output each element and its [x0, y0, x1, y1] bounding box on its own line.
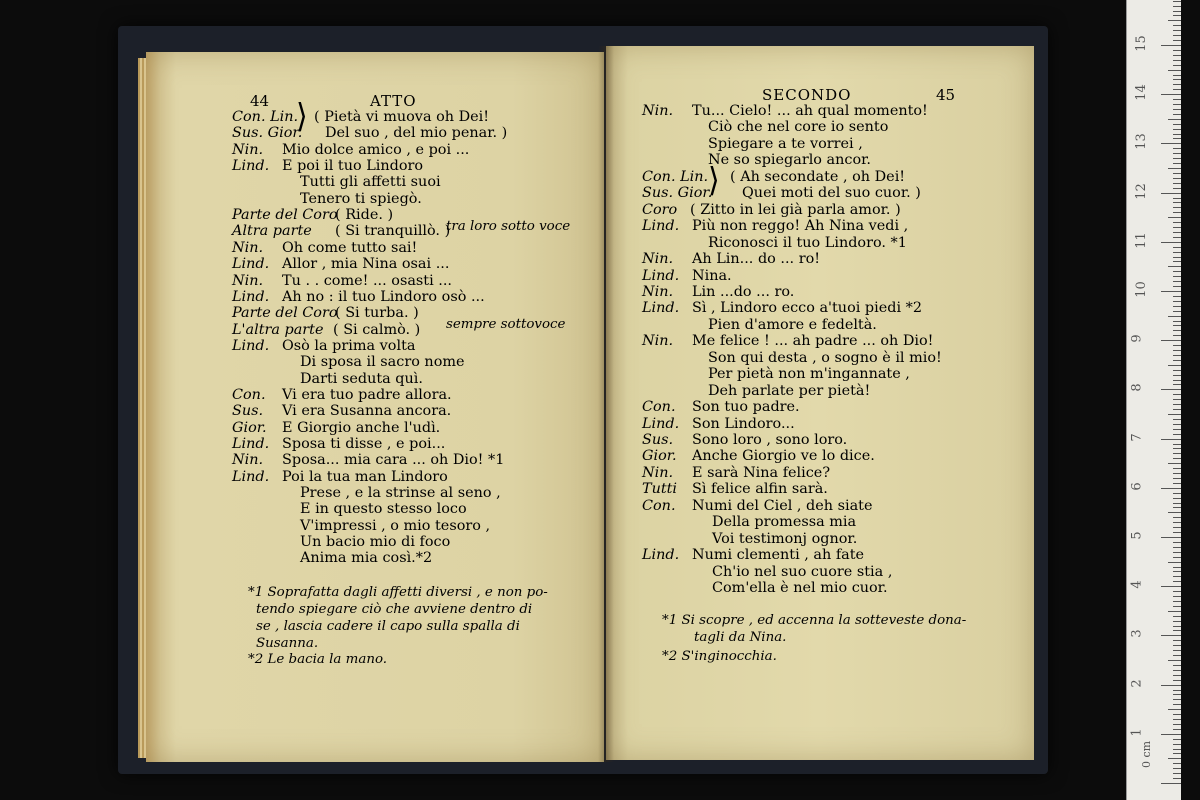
ruler-number-label: 1 — [1129, 728, 1145, 737]
ruler-tick — [1173, 109, 1181, 110]
ruler-number-label: 15 — [1133, 35, 1149, 52]
verse-line: Di sposa il sacro nome — [300, 354, 465, 371]
ruler-number — [1127, 482, 1181, 491]
ruler-tick — [1173, 11, 1181, 12]
verse-line: E in questo stesso loco — [300, 501, 467, 518]
verse-line: Son qui desta , o sogno è il mio! — [708, 349, 942, 366]
ruler-tick — [1173, 311, 1181, 312]
ruler-tick — [1173, 532, 1181, 533]
ruler-tick — [1173, 483, 1181, 484]
speaker-label: Nin. — [232, 272, 264, 289]
footnote: *2 S'inginocchia. — [662, 649, 777, 664]
ruler-tick — [1173, 79, 1181, 80]
speaker-label: L'altra parte — [232, 321, 324, 338]
ruler-tick — [1173, 453, 1181, 454]
verse-line: Sì , Lindoro ecco a'tuoi piedi *2 — [692, 300, 922, 317]
speaker-label: Con. Lin. — [642, 168, 709, 185]
ruler-tick — [1173, 394, 1181, 395]
verse-line: Com'ella è nel mio cuor. — [712, 580, 888, 597]
speaker-label: Gior. — [642, 448, 677, 465]
ruler-tick — [1173, 129, 1181, 130]
verse-line: Oh come tutto sai! — [282, 239, 418, 256]
ruler-tick — [1173, 749, 1181, 750]
ruler-tick — [1168, 463, 1181, 464]
ruler-tick — [1168, 611, 1181, 612]
verse-line: Quei moti del suo cuor. ) — [742, 185, 921, 202]
speaker-label: Sus. — [232, 403, 264, 420]
verse-line: ( Zitto in lei già parla amor. ) — [690, 201, 901, 218]
ruler-tick — [1173, 626, 1181, 627]
ruler-number — [1127, 383, 1181, 393]
ruler-tick — [1173, 330, 1181, 331]
ruler-tick — [1173, 419, 1181, 420]
speaker-label: Lind. — [232, 337, 270, 354]
ruler-tick — [1173, 55, 1181, 56]
ruler-tick — [1173, 198, 1181, 199]
speaker-label: Lind. — [642, 547, 680, 564]
ruler-tick — [1173, 542, 1181, 543]
ruler-tick — [1173, 591, 1181, 592]
ruler-tick — [1173, 690, 1181, 691]
ruler-tick — [1173, 335, 1181, 336]
ruler-tick — [1168, 217, 1181, 218]
brace-symbol: ⟩ — [296, 97, 308, 136]
side-note: tra loro sotto voce — [446, 219, 571, 234]
ruler-tick — [1173, 25, 1181, 26]
verse-line: Tu . . come! ... osasti ... — [282, 272, 452, 289]
ruler-tick — [1173, 84, 1181, 85]
ruler-number — [1127, 281, 1181, 298]
verse-line: Darti seduta quì. — [300, 370, 423, 387]
right-page-header: SECONDO — [762, 86, 852, 104]
ruler-tick — [1173, 321, 1181, 322]
ruler-tick — [1173, 350, 1181, 351]
ruler-tick — [1173, 276, 1181, 277]
verse-line: Lin ...do ... ro. — [692, 283, 795, 300]
ruler-tick — [1173, 739, 1181, 740]
ruler-number — [1127, 580, 1181, 589]
verse-line: Numi del Ciel , deh siate — [692, 497, 873, 514]
verse-line: Pien d'amore e fedeltà. — [708, 316, 877, 333]
ruler-tick — [1173, 104, 1181, 105]
ruler-tick — [1173, 306, 1181, 307]
verse-line: Un bacio mio di foco — [300, 534, 451, 551]
ruler-tick — [1173, 473, 1181, 474]
footnote: se , lascia cadere il capo sulla spalla di — [256, 619, 520, 634]
speaker-label: Nin. — [642, 464, 674, 481]
ruler-tick — [1173, 744, 1181, 745]
speaker-label: Coro — [642, 201, 678, 218]
ruler-tick — [1173, 301, 1181, 302]
ruler-number-label: 6 — [1129, 482, 1145, 491]
verse-line: Tu... Cielo! ... ah qual momento! — [692, 103, 928, 119]
ruler-tick — [1173, 247, 1181, 248]
ruler-tick — [1173, 163, 1181, 164]
ruler-tick — [1173, 503, 1181, 504]
right-page-number: 45 — [936, 86, 956, 104]
verse-line: ( Si calmò. ) — [333, 321, 421, 338]
ruler-tick — [1173, 557, 1181, 558]
ruler-unit: 0 cm — [1140, 740, 1154, 769]
ruler-number-label: 9 — [1129, 334, 1145, 343]
ruler-tick — [1173, 567, 1181, 568]
book-gutter — [598, 46, 614, 762]
ruler-tick — [1173, 15, 1181, 16]
verse-line: Tenero ti spiegò. — [300, 190, 422, 207]
speaker-label: Parte del Coro — [232, 207, 338, 224]
speaker-label: Con. Lin. — [232, 109, 299, 125]
ruler-tick — [1173, 178, 1181, 179]
footnote: *1 Soprafatta dagli affetti diversi , e non po- — [248, 585, 548, 600]
ruler-tick — [1173, 645, 1181, 646]
ruler-tick — [1168, 316, 1181, 317]
ruler-tick — [1173, 271, 1181, 272]
ruler-tick — [1173, 89, 1181, 90]
ruler-tick — [1173, 522, 1181, 523]
ruler-tick — [1173, 134, 1181, 135]
ruler-tick — [1173, 606, 1181, 607]
verse-line: Sono loro , sono loro. — [692, 432, 848, 448]
ruler-number — [1127, 35, 1181, 52]
ruler-tick — [1173, 345, 1181, 346]
ruler-tick — [1173, 527, 1181, 528]
verse-line: ( Si turba. ) — [335, 305, 419, 322]
ruler-tick — [1173, 75, 1181, 76]
ruler-tick — [1173, 630, 1181, 631]
verse-line: E sarà Nina felice? — [692, 464, 831, 481]
verse-line: E Giorgio anche l'udì. — [282, 419, 441, 436]
ruler-tick — [1173, 719, 1181, 720]
speaker-label: Nin. — [642, 283, 674, 300]
ruler-tick — [1173, 232, 1181, 233]
ruler-tick — [1173, 444, 1181, 445]
verse-line: Ne so spiegarlo ancor. — [708, 152, 871, 169]
speaker-label: Nin. — [642, 333, 674, 350]
ruler-tick — [1173, 704, 1181, 705]
ruler-number — [1127, 232, 1181, 249]
verse-line: ( Pietà vi muova oh Dei! — [314, 109, 490, 125]
ruler-tick — [1168, 709, 1181, 710]
speaker-label: Sus. Gior. — [642, 185, 713, 202]
ruler-tick — [1173, 257, 1181, 258]
ruler-tick — [1173, 355, 1181, 356]
ruler-tick — [1173, 35, 1181, 36]
speaker-label: Lind. — [232, 158, 270, 175]
footnote: tagli da Nina. — [694, 630, 787, 645]
ruler-tick — [1173, 380, 1181, 381]
speaker-label: Lind. — [232, 256, 270, 273]
ruler-tick — [1173, 650, 1181, 651]
verse-line: Son tuo padre. — [692, 399, 800, 416]
verse-line: Osò la prima volta — [282, 337, 416, 354]
ruler-number-label: 3 — [1129, 629, 1145, 639]
ruler-tick — [1173, 493, 1181, 494]
ruler-tick — [1173, 252, 1181, 253]
ruler-tick — [1173, 296, 1181, 297]
ruler-tick — [1173, 360, 1181, 361]
ruler-tick — [1173, 670, 1181, 671]
ruler-tick — [1173, 448, 1181, 449]
verse-line: E poi il tuo Lindoro — [282, 158, 424, 175]
ruler-tick — [1173, 552, 1181, 553]
left-page-number: 44 — [250, 92, 270, 110]
ruler-tick — [1173, 478, 1181, 479]
ruler-tick — [1173, 581, 1181, 582]
ruler-tick — [1173, 212, 1181, 213]
verse-line: Ah no : il tuo Lindoro osò ... — [282, 288, 485, 305]
measuring-ruler — [1126, 0, 1181, 800]
footnote: Susanna. — [256, 636, 319, 651]
speaker-label: Lind. — [642, 267, 680, 284]
verse-line: Tutti gli affetti suoi — [300, 174, 441, 191]
speaker-label: Tutti — [642, 481, 678, 498]
ruler-tick — [1168, 414, 1181, 415]
ruler-number — [1127, 728, 1181, 737]
ruler-tick — [1173, 768, 1181, 769]
ruler-tick — [1173, 261, 1181, 262]
verse-line: Per pietà non m'ingannate , — [708, 366, 910, 383]
ruler-number — [1127, 629, 1181, 639]
ruler-tick — [1173, 375, 1181, 376]
footnote: *2 Le bacia la mano. — [248, 652, 388, 667]
ruler-number-label: 11 — [1133, 232, 1149, 249]
ruler-tick — [1173, 40, 1181, 41]
ruler-tick — [1173, 517, 1181, 518]
ruler-tick — [1173, 724, 1181, 725]
ruler-tick — [1173, 153, 1181, 154]
verse-line: ( Ride. ) — [335, 207, 394, 224]
ruler-tick — [1173, 124, 1181, 125]
ruler-tick — [1173, 694, 1181, 695]
ruler-tick — [1173, 30, 1181, 31]
verse-line: Vi era Susanna ancora. — [282, 403, 452, 420]
verse-line: Ciò che nel core io sento — [708, 119, 889, 136]
speaker-label: Con. — [642, 497, 676, 514]
ruler-tick — [1173, 99, 1181, 100]
ruler-tick — [1168, 660, 1181, 661]
ruler-tick — [1173, 183, 1181, 184]
verse-line: Sposa ti disse , e poi... — [282, 436, 446, 452]
ruler-tick — [1168, 562, 1181, 563]
ruler-tick — [1173, 601, 1181, 602]
speaker-label: Nin. — [642, 251, 674, 268]
ruler-tick — [1173, 778, 1181, 779]
ruler-tick — [1173, 753, 1181, 754]
ruler-number-label: 5 — [1129, 531, 1145, 540]
speaker-label: Gior. — [232, 419, 267, 436]
verse-line: Prese , e la strinse al seno , — [300, 485, 501, 502]
ruler-tick — [1173, 424, 1181, 425]
speaker-label: Nin. — [232, 239, 264, 256]
ruler-tick — [1173, 50, 1181, 51]
verse-line: ( Ah secondate , oh Dei! — [730, 168, 906, 185]
footnote: *1 Si scopre , ed accenna la sotteveste dona- — [662, 613, 967, 628]
speaker-label: Lind. — [232, 288, 270, 305]
ruler-tick — [1168, 512, 1181, 513]
verse-line: Della promessa mia — [712, 514, 857, 531]
verse-line: Poi la tua man Lindoro — [282, 468, 448, 485]
ruler-number — [1127, 678, 1181, 688]
ruler-tick — [1173, 325, 1181, 326]
verse-line: Voi testimonj ognor. — [712, 530, 858, 547]
ruler-tick — [1168, 758, 1181, 759]
ruler-tick — [1168, 119, 1181, 120]
ruler-tick — [1173, 576, 1181, 577]
speaker-label: Sus. Gior. — [232, 125, 303, 142]
verse-line: Del suo , del mio penar. ) — [325, 125, 508, 142]
ruler-tick — [1173, 434, 1181, 435]
verse-line: ( Si tranquillò. ) — [335, 223, 451, 240]
ruler-tick — [1173, 188, 1181, 189]
ruler-tick — [1161, 783, 1181, 784]
brace-symbol: ⟩ — [708, 161, 720, 200]
verse-line: Son Lindoro... — [692, 415, 795, 432]
ruler-number — [1127, 182, 1181, 200]
ruler-tick — [1173, 458, 1181, 459]
speaker-label: Altra parte — [232, 223, 312, 240]
verse-line: Anima mia così.*2 — [300, 550, 433, 567]
ruler-number-label: 2 — [1129, 678, 1145, 688]
ruler-tick — [1173, 1, 1181, 2]
ruler-number-label: 14 — [1133, 84, 1149, 101]
ruler-tick — [1173, 384, 1181, 385]
verse-line: Allor , mia Nina osai ... — [282, 256, 450, 273]
ruler-number-label: 12 — [1133, 182, 1149, 200]
ruler-tick — [1173, 714, 1181, 715]
ruler-tick — [1173, 114, 1181, 115]
speaker-label: Lind. — [232, 436, 270, 452]
verse-line: Deh parlate per pietà! — [708, 382, 871, 399]
ruler-tick — [1173, 60, 1181, 61]
ruler-tick — [1173, 729, 1181, 730]
speaker-label: Lind. — [232, 468, 270, 485]
ruler-tick — [1173, 498, 1181, 499]
verse-line: Anche Giorgio ve lo dice. — [692, 448, 875, 465]
ruler-tick — [1173, 222, 1181, 223]
ruler-tick — [1173, 281, 1181, 282]
speaker-label: Lind. — [642, 415, 680, 432]
ruler-number-label: 8 — [1129, 383, 1145, 393]
ruler-tick — [1173, 429, 1181, 430]
speaker-label: Lind. — [642, 218, 680, 235]
ruler-number — [1127, 432, 1181, 442]
ruler-tick — [1168, 20, 1181, 21]
ruler-tick — [1173, 404, 1181, 405]
ruler-number — [1127, 334, 1181, 343]
verse-line: Mio dolce amico , e poi ... — [282, 141, 470, 158]
ruler-number — [1127, 531, 1181, 540]
ruler-tick — [1173, 65, 1181, 66]
verse-line: Vi era tuo padre allora. — [282, 386, 452, 403]
ruler-tick — [1173, 507, 1181, 508]
verse-line: Me felice ! ... ah padre ... oh Dio! — [692, 333, 934, 350]
ruler-tick — [1173, 148, 1181, 149]
ruler-number-label: 13 — [1133, 133, 1149, 151]
verse-line: Numi clementi , ah fate — [692, 547, 865, 564]
verse-line: Nina. — [692, 267, 732, 284]
verse-line: Più non reggo! Ah Nina vedi , — [692, 218, 909, 235]
ruler-tick — [1173, 640, 1181, 641]
ruler-tick — [1168, 168, 1181, 169]
ruler-tick — [1173, 699, 1181, 700]
speaker-label: Sus. — [642, 432, 674, 448]
verse-line: Spiegare a te vorrei , — [708, 135, 863, 152]
speaker-label: Con. — [232, 386, 266, 403]
ruler-tick — [1168, 266, 1181, 267]
ruler-tick — [1173, 763, 1181, 764]
verse-line: Ch'io nel suo cuore stia , — [712, 563, 893, 580]
ruler-tick — [1173, 202, 1181, 203]
ruler-tick — [1168, 70, 1181, 71]
ruler-tick — [1173, 665, 1181, 666]
ruler-tick — [1173, 207, 1181, 208]
ruler-tick — [1173, 616, 1181, 617]
ruler-tick — [1173, 6, 1181, 7]
ruler-tick — [1173, 621, 1181, 622]
footnote: tendo spiegare ciò che avviene dentro di — [256, 602, 533, 617]
speaker-label: Lind. — [642, 300, 680, 317]
left-page-header: ATTO — [370, 92, 417, 110]
speaker-label: Parte del Coro — [232, 305, 338, 322]
ruler-tick — [1168, 365, 1181, 366]
ruler-tick — [1173, 468, 1181, 469]
ruler-tick — [1173, 547, 1181, 548]
ruler-tick — [1173, 173, 1181, 174]
ruler-tick — [1173, 675, 1181, 676]
ruler-tick — [1173, 571, 1181, 572]
ruler-number — [1127, 84, 1181, 101]
speaker-label: Nin. — [232, 452, 264, 469]
side-note: sempre sottovoce — [446, 317, 566, 332]
ruler-tick — [1173, 655, 1181, 656]
ruler-tick — [1173, 409, 1181, 410]
ruler-number-label: 4 — [1129, 580, 1145, 589]
ruler-tick — [1173, 227, 1181, 228]
verse-line: Riconosci il tuo Lindoro. *1 — [708, 234, 907, 251]
verse-line: V'impressi , o mio tesoro , — [300, 517, 491, 534]
ruler-number-label: 10 — [1133, 281, 1149, 298]
ruler-tick — [1173, 158, 1181, 159]
verse-line: Sposa... mia cara ... oh Dio! *1 — [282, 452, 505, 469]
ruler-tick — [1173, 286, 1181, 287]
verse-line: Sì felice alfin sarà. — [692, 481, 828, 498]
ruler-number-label: 7 — [1129, 432, 1145, 442]
ruler-tick — [1173, 370, 1181, 371]
speaker-label: Con. — [642, 399, 676, 416]
ruler-tick — [1173, 773, 1181, 774]
speaker-label: Nin. — [642, 103, 674, 119]
ruler-number — [1127, 133, 1181, 151]
ruler-tick — [1173, 680, 1181, 681]
speaker-label: Nin. — [232, 141, 264, 158]
ruler-tick — [1173, 399, 1181, 400]
ruler-tick — [1173, 138, 1181, 139]
ruler-tick — [1173, 596, 1181, 597]
ruler-tick — [1173, 237, 1181, 238]
verse-line: Ah Lin... do ... ro! — [692, 251, 821, 268]
